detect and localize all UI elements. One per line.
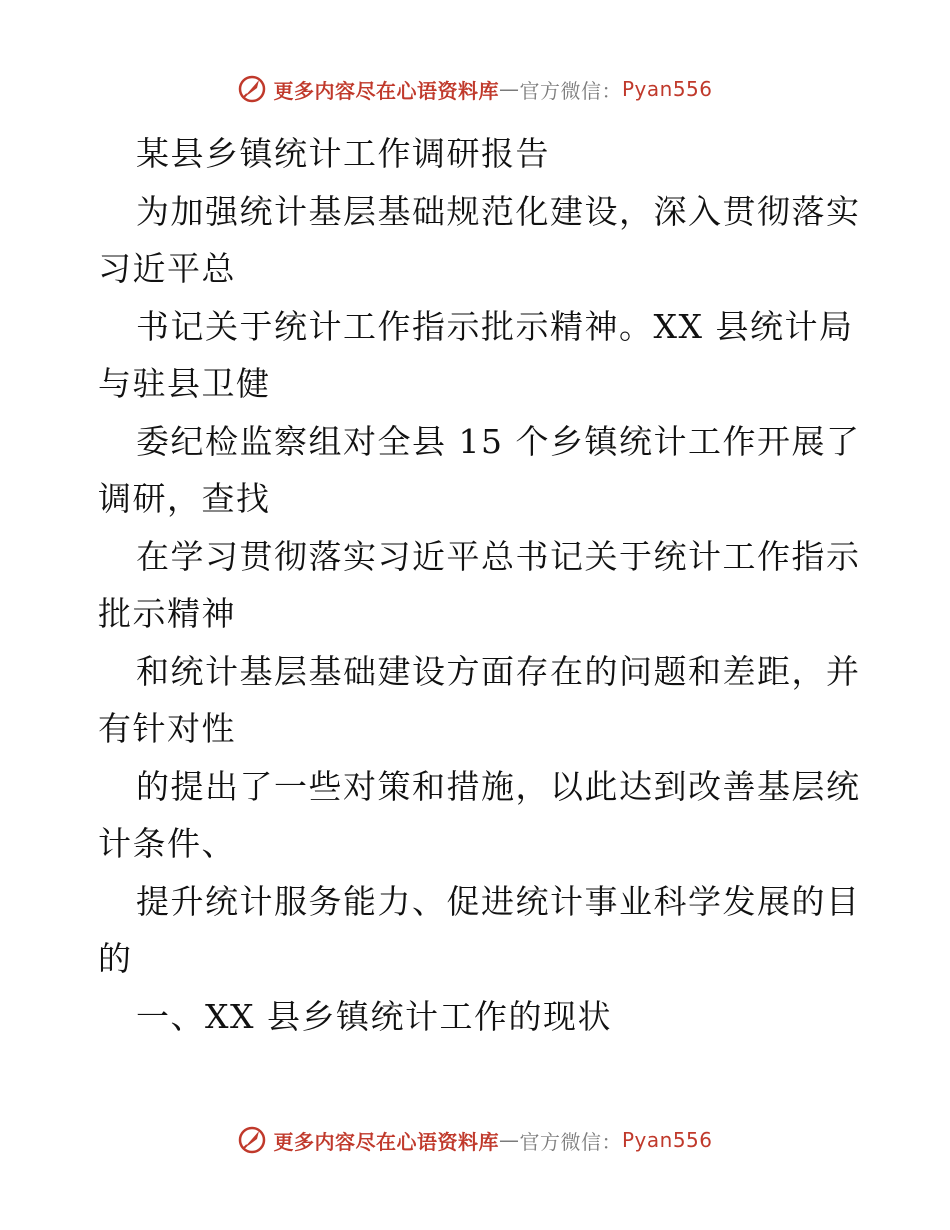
- doc-line: 有针对性: [98, 709, 236, 748]
- document-body: [98, 125, 861, 1045]
- doc-line: 提升统计服务能力、促进统计事业科学发展的目: [136, 881, 861, 921]
- quill-logo-icon: [237, 74, 267, 104]
- watermark-footer: [0, 1120, 950, 1160]
- watermark-dash: —: [498, 1128, 520, 1152]
- doc-line: 和统计基层基础建设方面存在的问题和差距，并: [136, 651, 861, 691]
- watermark-official-label: 官方微信：: [519, 78, 622, 103]
- watermark-promo-text: 更多内容尽在心语资料库: [273, 1129, 499, 1154]
- watermark-official-label: 官方微信：: [519, 1129, 622, 1154]
- doc-line: 某县乡镇统计工作调研报告: [136, 134, 550, 173]
- quill-logo-icon: [237, 1125, 267, 1155]
- doc-section-heading: 一、XX 县乡镇统计工作的现状: [136, 996, 612, 1036]
- watermark-promo-text: 更多内容尽在心语资料库: [273, 78, 499, 103]
- doc-line: 书记关于统计工作指示批示精神。XX 县统计局: [136, 306, 854, 346]
- watermark-wechat-id: Pyan556: [621, 1128, 713, 1152]
- watermark-dash: —: [498, 77, 520, 101]
- watermark-header: [0, 69, 950, 109]
- doc-line: 的: [98, 939, 133, 978]
- doc-line: 计条件、: [98, 824, 236, 863]
- doc-line: 调研，查找: [98, 479, 271, 518]
- doc-line: 批示精神: [98, 594, 236, 633]
- doc-line: 习近平总: [98, 249, 236, 288]
- doc-line: 委纪检监察组对全县 15 个乡镇统计工作开展了: [136, 421, 861, 461]
- watermark-wechat-id: Pyan556: [621, 77, 713, 101]
- doc-line: 与驻县卫健: [98, 364, 271, 403]
- doc-line: 为加强统计基层基础规范化建设，深入贯彻落实: [136, 191, 861, 231]
- doc-line: 的提出了一些对策和措施，以此达到改善基层统: [136, 766, 861, 806]
- doc-line: 在学习贯彻落实习近平总书记关于统计工作指示: [136, 536, 861, 576]
